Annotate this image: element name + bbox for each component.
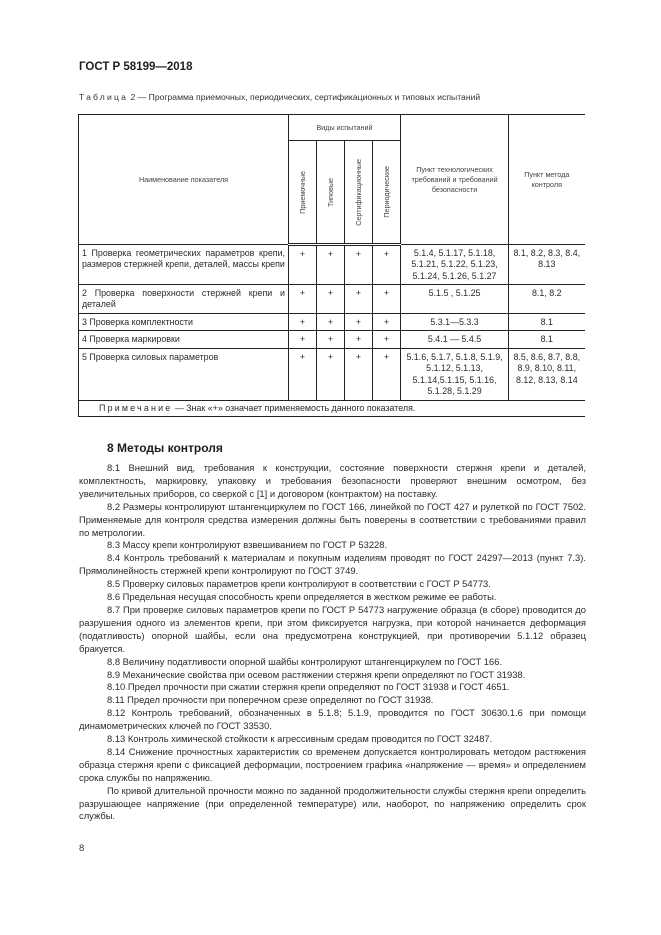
header-test-types: Виды испытаний xyxy=(289,115,401,141)
mark-periodic: + xyxy=(373,331,401,348)
mark-certification: + xyxy=(345,245,373,285)
section-heading: 8 Методы контроля xyxy=(107,441,223,455)
row-name: 1 Проверка геометрических параметров крепи, размеров стержней крепи, деталей, массы крепи xyxy=(79,245,289,285)
page-number: 8 xyxy=(79,843,85,854)
paragraph-8-12: 8.12 Контроль требований, обозначенных в 5.1.8; 5.1.9, проводится по ГОСТ 30630.1.6 при помощи динамометрических ключей по ГОСТ 33530. xyxy=(79,707,586,732)
table-row xyxy=(79,285,585,314)
table-note xyxy=(79,400,585,416)
mark-acceptance: + xyxy=(289,331,317,348)
header-control-method: Пункт метода контроля xyxy=(509,115,585,245)
mark-acceptance: + xyxy=(289,285,317,314)
table-row xyxy=(79,348,585,400)
tech-req-ref: 5.4.1 — 5.4.5 xyxy=(401,331,509,348)
tech-req-ref: 5.1.4, 5.1.17, 5.1.18, 5.1.21, 5.1.22, 5.1.23, 5.1.24, 5.1.26, 5.1.27 xyxy=(401,245,509,285)
paragraph-8-1: 8.1 Внешний вид, требования к конструкции, состояние поверхности стержня крепи и деталей, комплектность, маркировку, упаковку и требования безопасности проверяют внешним осмотром, без увеличительных приборов, со сверкой с [1] и договором (контрактом) на поставку. xyxy=(79,462,586,499)
mark-certification: + xyxy=(345,348,373,400)
paragraph-8-5: 8.5 Проверку силовых параметров крепи контролируют в соответствии с ГОСТ Р 54773. xyxy=(107,578,491,590)
tech-req-ref: 5.1.6, 5.1.7, 5.1.8, 5.1.9, 5.1.12, 5.1.13, 5.1.14,5.1.15, 5.1.16, 5.1.28, 5.1.29 xyxy=(401,348,509,400)
paragraph-8-2: 8.2 Размеры контролируют штангенциркулем по ГОСТ 166, линейкой по ГОСТ 427 и рулеткой по ГОСТ 7502. Применяемые для контроля средства измерения должны быть поверены в соответствии с требованиями правил по метрологии. xyxy=(79,500,586,538)
table-note-label: Примечание xyxy=(99,402,173,413)
method-ref: 8.1 xyxy=(509,331,585,348)
method-ref: 8.1, 8.2, 8.3, 8.4, 8.13 xyxy=(509,245,585,285)
mark-acceptance: + xyxy=(289,314,317,331)
mark-certification: + xyxy=(345,331,373,348)
document-code: ГОСТ Р 58199—2018 xyxy=(79,61,193,73)
tech-req-ref: 5.1.5 , 5.1.25 xyxy=(401,285,509,314)
header-certification: Сертификационные xyxy=(345,141,373,245)
header-periodic: Периодические xyxy=(373,141,401,245)
mark-certification: + xyxy=(345,285,373,314)
table-caption xyxy=(79,92,480,102)
mark-type: + xyxy=(317,245,345,285)
method-ref: 8.1 xyxy=(509,314,585,331)
table-caption-text: 2 — Программа приемочных, периодических, сертификационных и типовых испытаний xyxy=(128,92,481,102)
table-note-row xyxy=(79,400,585,416)
method-ref: 8.1, 8.2 xyxy=(509,285,585,314)
table-row xyxy=(79,245,585,285)
mark-type: + xyxy=(317,348,345,400)
mark-type: + xyxy=(317,285,345,314)
row-name: 2 Проверка поверхности стержней крепи и деталей xyxy=(79,285,289,314)
row-name: 3 Проверка комплектности xyxy=(79,314,289,331)
table-row xyxy=(79,314,585,331)
table-row xyxy=(79,331,585,348)
header-tech-requirements: Пункт технологических требований и требований безопасности xyxy=(401,115,509,245)
method-ref: 8.5, 8.6, 8.7, 8.8, 8.9, 8.10, 8.11, 8.12, 8.13, 8.14 xyxy=(509,348,585,400)
tech-req-ref: 5.3.1—5.3.3 xyxy=(401,314,509,331)
mark-acceptance: + xyxy=(289,348,317,400)
paragraph-8-9: 8.9 Механические свойства при осевом растяжении стержня крепи определяют по ГОСТ 31938. xyxy=(107,668,526,680)
paragraph-8-4: 8.4 Контроль требований к материалам и покупным изделиям проводят по ГОСТ 24297—2013 (пункт 7.3). Прямолинейность стержней крепи контролируют по ГОСТ 3749. xyxy=(79,552,586,577)
mark-certification: + xyxy=(345,314,373,331)
mark-periodic: + xyxy=(373,348,401,400)
mark-type: + xyxy=(317,331,345,348)
header-type: Типовые xyxy=(317,141,345,245)
table-caption-label: Таблица xyxy=(79,92,129,102)
paragraph-8-13: 8.13 Контроль химической стойкости к агрессивным средам проводится по ГОСТ 32487. xyxy=(107,733,493,745)
header-indicator-name: Наименование показателя xyxy=(79,115,289,245)
mark-periodic: + xyxy=(373,285,401,314)
mark-type: + xyxy=(317,314,345,331)
header-acceptance: Приемочные xyxy=(289,141,317,245)
paragraph-8-14: 8.14 Снижение прочностных характеристик со временем допускается контролировать методом растяжения образца стержня крепи с фиксацией деформации, построением графика «напряжение — время» и определением срока службы по напряжению. xyxy=(79,745,586,783)
section-body xyxy=(79,462,586,823)
row-name: 5 Проверка силовых параметров xyxy=(79,348,289,400)
paragraph-8-10: 8.10 Предел прочности при сжатии стержня крепи определяют по ГОСТ 31938 и ГОСТ 4651. xyxy=(107,681,510,693)
table-note-text: — Знак «+» означает применяемость данного показателя. xyxy=(172,402,416,413)
paragraph-8-7: 8.7 При проверке силовых параметров крепи по ГОСТ Р 54773 нагружение образца (в сборе) проводится до разрушения одного из элементов крепи, при этом фиксируется нагрузка, при которой начинается деформация (податливость) опорной шайбы, если она предусмотрена конструкцией, при противоречии 5.1.12 образец бракуется. xyxy=(79,603,586,654)
mark-periodic: + xyxy=(373,314,401,331)
paragraph-long-term-strength: По кривой длительной прочности можно по заданной продолжительности службы стержня крепи определить разрушающее напряжение (при определенной температуре) или, наоборот, по напряжению определить срок службы. xyxy=(79,784,586,822)
paragraph-8-8: 8.8 Величину податливости опорной шайбы контролируют штангенциркулем по ГОСТ 166. xyxy=(107,655,503,667)
mark-acceptance: + xyxy=(289,245,317,285)
mark-periodic: + xyxy=(373,245,401,285)
paragraph-8-11: 8.11 Предел прочности при поперечном срезе определяют по ГОСТ 31938. xyxy=(107,694,434,706)
test-program-table xyxy=(78,114,584,417)
paragraph-8-6: 8.6 Предельная несущая способность крепи определяется в жестком режиме ее работы. xyxy=(107,591,497,603)
row-name: 4 Проверка маркировки xyxy=(79,331,289,348)
paragraph-8-3: 8.3 Массу крепи контролируют взвешиванием по ГОСТ Р 53228. xyxy=(107,539,388,551)
